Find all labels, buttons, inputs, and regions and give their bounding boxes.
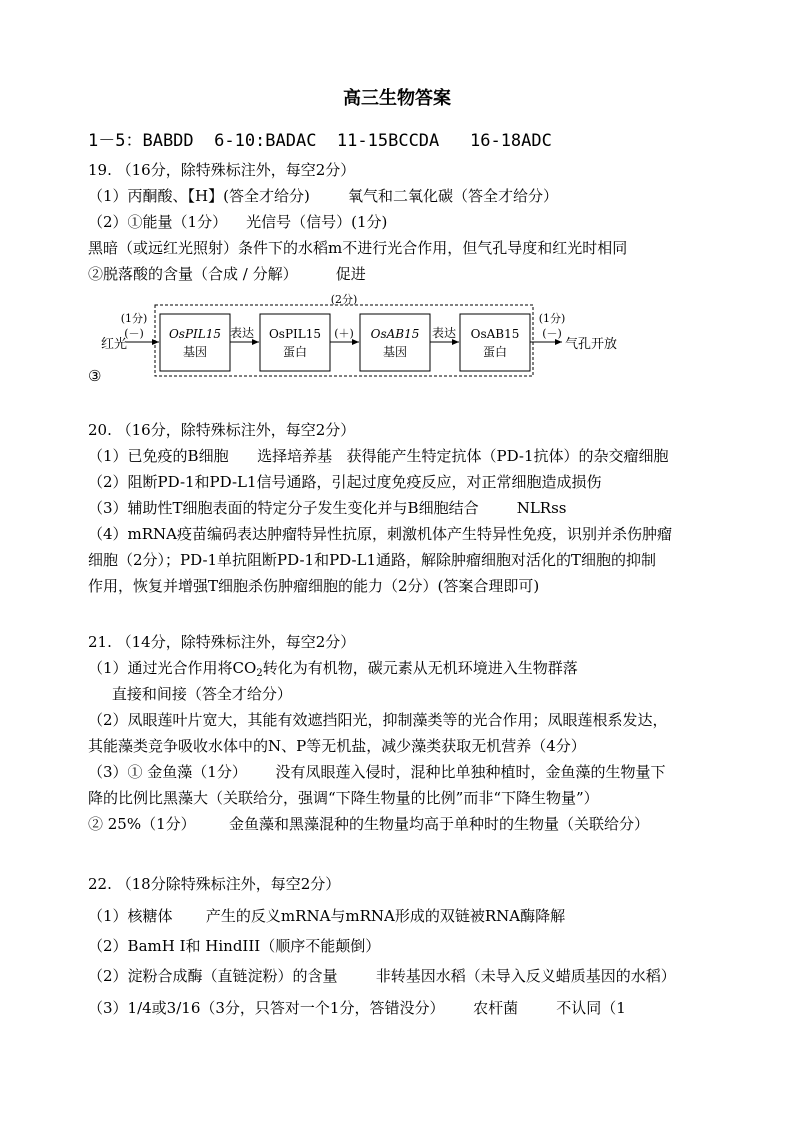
q22-header: 22. （18分除特殊标注外，每空2分）	[88, 875, 341, 893]
q22-line-4: （3）1/4或3/16（3分，只答对一个1分，答错没分） 农杆菌 不认同（1	[88, 999, 626, 1017]
score-top: (2分)	[330, 293, 358, 306]
sign-right: (－)	[542, 327, 562, 340]
q20-line-3: （3）辅助性T细胞表面的特定分子发生变化并与B细胞结合 NLRss	[88, 499, 567, 517]
start-label: 红光	[101, 337, 128, 352]
svg-text:蛋白: 蛋白	[282, 345, 308, 359]
expression-label-2: 表达	[431, 326, 457, 340]
q19-line-4: ②脱落酸的含量（合成 / 分解） 促进	[88, 265, 366, 283]
q20-line-5: 细胞（2分）；PD-1单抗阻断PD-1和PD-L1通路，解除肿瘤细胞对活化的T细胞的抑制	[88, 551, 657, 569]
sign-mid: (＋)	[334, 327, 354, 340]
q20-line-2: （2）阻断PD-1和PD-L1信号通路，引起过度免疫反应，对正常细胞造成损伤	[88, 473, 602, 491]
sign-left: (－)	[124, 327, 144, 340]
multiple-choice-answers: 1－5：BABDD 6-10:BADAC 11-15BCCDA 16-18ADC	[88, 131, 552, 151]
svg-text:OsAB15: OsAB15	[370, 327, 420, 341]
score-right: (1分)	[538, 312, 566, 325]
q22-line-3: （2）淀粉合成酶（直链淀粉）的含量 非转基因水稻（未导入反义蜡质基因的水稻）	[88, 967, 676, 985]
q22-line-1: （1）核糖体 产生的反义mRNA与mRNA形成的双链被RNA酶降解	[88, 907, 566, 925]
end-label: 气孔开放	[565, 337, 618, 352]
svg-text:OsPIL15: OsPIL15	[168, 327, 222, 341]
q21-line-7: ② 25%（1分） 金鱼藻和黑藻混种的生物量均高于单种时的生物量（关联给分）	[88, 815, 650, 833]
q21-line-2: 直接和间接（答全才给分）	[88, 685, 292, 703]
q20-line-4: （4）mRNA疫苗编码表达肿瘤特异性抗原，刺激机体产生特异性免疫，识别并杀伤肿瘤	[88, 525, 673, 543]
stomata-regulation-diagram	[96, 290, 736, 384]
svg-text:基因: 基因	[182, 345, 208, 359]
box-ospil15-protein	[260, 314, 330, 371]
svg-text:OsAB15: OsAB15	[470, 327, 520, 341]
score-left: (1分)	[120, 312, 148, 325]
q21-line-5: （3）① 金鱼藻（1分） 没有凤眼莲入侵时，混种比单独种植时，金鱼藻的生物量下	[88, 763, 666, 781]
q21-header: 21. （14分，除特殊标注外，每空2分）	[88, 633, 356, 651]
expression-label-1: 表达	[229, 326, 255, 340]
box-osab15-gene	[360, 314, 430, 371]
q19-item-3-marker: ③	[88, 367, 102, 385]
q19-line-3: 黑暗（或远红光照射）条件下的水稻m不进行光合作用，但气孔导度和红光时相同	[88, 239, 628, 257]
q19-line-1: （1）丙酮酸、【H】(答全才给分) 氧气和二氧化碳（答全才给分）	[88, 187, 558, 205]
page-title: 高三生物答案	[343, 88, 451, 109]
q20-header: 20. （16分，除特殊标注外，每空2分）	[88, 421, 356, 439]
q21-line-6: 降的比例比黑藻大（关联给分，强调“下降生物量的比例”而非“下降生物量”）	[88, 789, 599, 807]
q19-header: 19. （16分，除特殊标注外，每空2分）	[88, 161, 356, 179]
box-ospil15-gene	[160, 314, 230, 371]
co2-subscript: 2	[256, 668, 263, 679]
box-osab15-protein	[460, 314, 530, 371]
q20-line-1: （1）已免疫的B细胞 选择培养基 获得能产生特定抗体（PD-1抗体）的杂交瘤细胞	[88, 447, 669, 465]
svg-text:基因: 基因	[382, 345, 408, 359]
svg-text:OsPIL15: OsPIL15	[268, 327, 322, 341]
svg-text:蛋白: 蛋白	[482, 345, 508, 359]
q22-line-2: （2）BamH I和 HindIII（顺序不能颠倒）	[88, 937, 381, 955]
q21-line-3: （2）凤眼莲叶片宽大，其能有效遮挡阳光，抑制藻类等的光合作用；凤眼莲根系发达，	[88, 711, 668, 729]
q19-line-2: （2）①能量（1分） 光信号（信号）(1分)	[88, 213, 388, 231]
q21-line-1: （1）通过光合作用将$CO_2$转化为有机物，碳元素从无机环境进入生物群落	[88, 659, 578, 679]
q21-line-4: 其能藻类竞争吸收水体中的N、P等无机盐，减少藻类获取无机营养（4分）	[88, 737, 586, 755]
q20-line-6: 作用，恢复并增强T细胞杀伤肿瘤细胞的能力（2分）(答案合理即可)	[88, 577, 540, 595]
